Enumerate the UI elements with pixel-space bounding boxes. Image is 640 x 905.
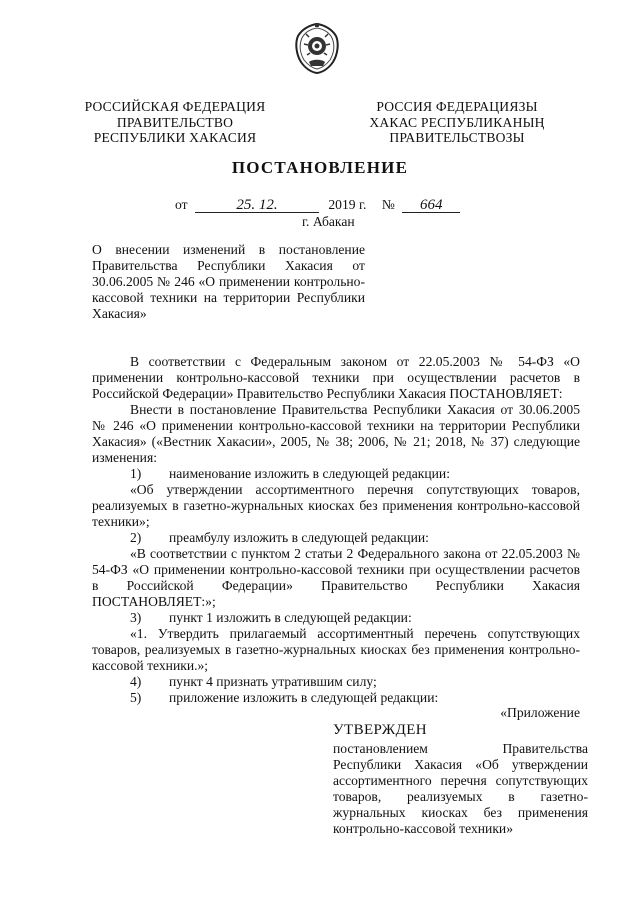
date-line <box>175 197 460 213</box>
list-item-number: 3) <box>130 610 142 625</box>
list-item-text: преамбулу изложить в следующей редакции: <box>169 530 429 545</box>
header-right <box>352 99 562 146</box>
list-item-number: 1) <box>130 466 142 481</box>
list-item <box>92 610 580 626</box>
header-left <box>75 99 275 146</box>
list-item <box>92 466 580 482</box>
header-left-line-1: РОССИЙСКАЯ ФЕДЕРАЦИЯ <box>84 99 266 114</box>
document-title: ПОСТАНОВЛЕНИЕ <box>231 158 409 177</box>
body-paragraph-2: Внести в постановление Правительства Республики Хакасия от 30.06.2005 № 246 «О применении контрольно-кассовой техники на территории Республики Хакасия» («Вестник Хакасии», 2005, № 38; 2006, № 21; 2018, № 37) следующие изменения: <box>92 402 580 465</box>
list-item <box>92 690 580 706</box>
list-item-number: 4) <box>130 674 142 689</box>
approval-text: постановлением Правительства Республики Хакасия «Об утверждении ассортиментного перечня сопутствующих товаров, реализуемых в газетно-журнальных киосках без применения контрольно-кассовой техники» <box>333 741 588 836</box>
coat-of-arms-emblem <box>294 22 340 74</box>
list-item-number: 2) <box>130 530 142 545</box>
quote-2: «В соответствии с пунктом 2 статьи 2 Федерального закона от 22.05.2003 № 54-ФЗ «О применении контрольно-кассовой техники при осуществлении расчетов в Российской Федерации» Правительство Республики Хакасия ПОСТАНОВЛЯЕТ:»; <box>92 546 580 609</box>
document-body <box>92 354 580 706</box>
approved-heading: УТВЕРЖДЕН <box>333 722 428 738</box>
header-right-line-3: ПРАВИТЕЛЬСТВОЗЫ <box>389 130 525 146</box>
approval-block <box>333 722 588 837</box>
header-right-line-1: РОССИЯ ФЕДЕРАЦИЯЗЫ <box>376 99 538 114</box>
header-left-line-3: РЕСПУБЛИКИ ХАКАСИЯ <box>93 130 257 146</box>
list-item-number: 5) <box>130 690 142 705</box>
body-paragraph-1: В соответствии с Федеральным законом от 22.05.2003 № 54-ФЗ «О применении контрольно-кассовой техники при осуществлении расчетов в Российской Федерации» Правительство Республики Хакасия ПОСТАНОВЛЯЕТ: <box>92 354 580 401</box>
document-subject: О внесении изменений в постановление Правительства Республики Хакасия от 30.06.2005 № 246 «О применении контрольно-кассовой техники на территории Республики Хакасия» <box>92 242 365 321</box>
list-item-text: пункт 1 изложить в следующей редакции: <box>169 610 412 625</box>
quote-1: «Об утверждении ассортиментного перечня сопутствующих товаров, реализуемых в газетно-журнальных киосках без применения контрольно-кассовой техники»; <box>92 482 580 529</box>
list-item-text: наименование изложить в следующей редакции: <box>169 466 450 481</box>
appendix-label: «Приложение <box>500 705 580 720</box>
date-prefix: от <box>175 197 188 212</box>
header-left-line-2: ПРАВИТЕЛЬСТВО <box>116 114 234 130</box>
date-value: 25. 12. <box>195 198 319 213</box>
list-item <box>92 530 580 546</box>
header-right-line-2: ХАКАС РЕСПУБЛИКАНЫҢ <box>369 114 545 130</box>
city-label: г. Абакан <box>302 214 355 229</box>
date-year: 2019 г. <box>328 197 367 212</box>
list-item <box>92 674 580 690</box>
document-number: 664 <box>402 198 460 213</box>
list-item-text: пункт 4 признать утратившим силу; <box>169 674 377 689</box>
list-item-text: приложение изложить в следующей редакции: <box>169 690 439 705</box>
quote-3: «1. Утвердить прилагаемый ассортиментный перечень сопутствующих товаров, реализуемых в газетно-журнальных киосках без применения контрольно-кассовой техники.»; <box>92 626 580 673</box>
number-sign: № <box>381 197 395 212</box>
